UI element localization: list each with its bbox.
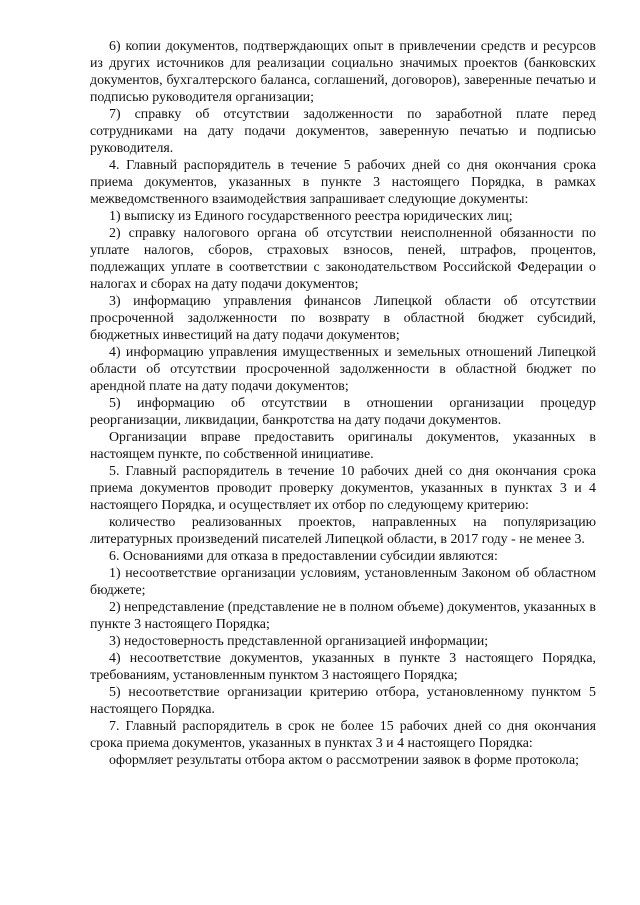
paragraph-clause-6-item-3: 3) недостоверность представленной организацией информации; (109, 634, 489, 649)
paragraph-originals-note: Организации вправе предоставить оригиналы документов, указанных в настоящем пункте, по собственной инициативе. (90, 430, 596, 462)
paragraph-clause-5: 5. Главный распорядитель в течение 10 рабочих дней со дня окончания срока приема документов проводит проверку документов, указанных в пунктах 3 и 4 настоящего Порядка, и осуществляет их отбор по следующему критерию: (90, 464, 596, 513)
paragraph-clause-4-item-2: 2) справку налогового органа об отсутствии неисполненной обязанности по уплате налогов, сборов, страховых взносов, пеней, штрафов, процентов, подлежащих уплате в соответствии с законодательством Российской Федерации о налогах и сборах на дату подачи документов; (90, 226, 596, 292)
paragraph-clause-7: 7. Главный распорядитель в срок не более 15 рабочих дней со дня окончания срока приема документов, указанных в пунктах 3 и 4 настоящего Порядка: (90, 719, 596, 751)
paragraph-clause-4-item-3: 3) информацию управления финансов Липецкой области об отсутствии просроченной задолженности по возврату в областной бюджет субсидий, бюджетных инвестиций на дату подачи документов; (90, 294, 596, 343)
paragraph-clause-6-item-5: 5) несоответствие организации критерию отбора, установленному пунктом 5 настоящего Порядка. (90, 685, 596, 717)
paragraph-item-7-salary-certificate: 7) справку об отсутствии задолженности по заработной плате перед сотрудниками на дату подачи документов, заверенную печатью и подписью руководителя. (90, 107, 596, 156)
paragraph-clause-6-item-1: 1) несоответствие организации условиям, установленным Законом об областном бюджете; (90, 566, 596, 598)
paragraph-clause-7-protocol: оформляет результаты отбора актом о рассмотрении заявок в форме протокола; (109, 753, 579, 768)
paragraph-clause-6-item-4: 4) несоответствие документов, указанных в пункте 3 настоящего Порядка, требованиям, установленным пунктом 3 настоящего Порядка; (90, 651, 596, 683)
paragraph-clause-6-item-2: 2) непредставление (представление не в полном объеме) документов, указанных в пункте 3 настоящего Порядка; (90, 600, 596, 632)
paragraph-item-6-copies: 6) копии документов, подтверждающих опыт в привлечении средств и ресурсов из других источников для реализации социально значимых проектов (банковских документов, бухгалтерского баланса, соглашений, договоров), заверенные печатью и подписью руководителя организации; (90, 39, 596, 105)
document-page (90, 38, 596, 769)
paragraph-clause-4-item-4: 4) информацию управления имущественных и земельных отношений Липецкой области об отсутствии просроченной задолженности в областной бюджет по арендной плате на дату подачи документов; (90, 345, 596, 394)
paragraph-clause-4: 4. Главный распорядитель в течение 5 рабочих дней со дня окончания срока приема документов, указанных в пункте 3 настоящего Порядка, в рамках межведомственного взаимодействия запрашивает следующие документы: (90, 158, 596, 207)
paragraph-clause-4-item-5: 5) информацию об отсутствии в отношении организации процедур реорганизации, ликвидации, банкротства на дату подачи документов. (90, 396, 596, 428)
paragraph-clause-6: 6. Основаниями для отказа в предоставлении субсидии являются: (109, 549, 498, 564)
paragraph-clause-5-criterion: количество реализованных проектов, направленных на популяризацию литературных произведений писателей Липецкой области, в 2017 году - не менее 3. (90, 515, 596, 547)
paragraph-clause-4-item-1: 1) выписку из Единого государственного реестра юридических лиц; (109, 209, 513, 224)
